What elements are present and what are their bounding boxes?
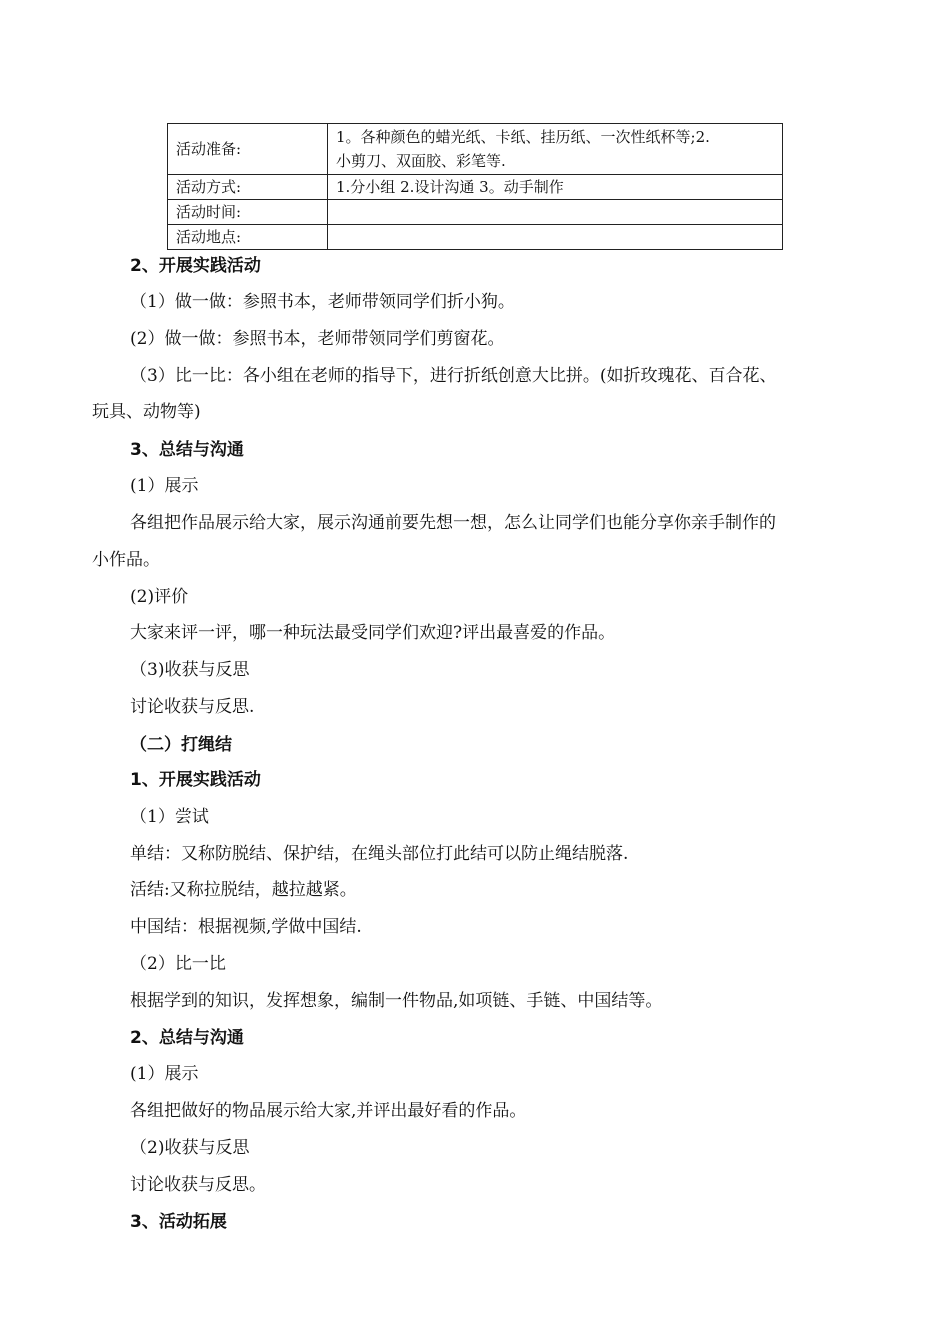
section-heading: 3、总结与沟通 — [130, 440, 244, 460]
paragraph: 活结:又称拉脱结，越拉越紧。 — [130, 880, 357, 900]
paragraph: 根据学到的知识，发挥想象，编制一件物品,如项链、手链、中国结等。 — [130, 991, 663, 1011]
table-row — [168, 200, 783, 225]
section-heading: 3、活动拓展 — [130, 1212, 227, 1232]
paragraph: （2)收获与反思 — [130, 1138, 250, 1158]
table-key-cell: 活动准备: — [168, 124, 328, 175]
section-heading: （二）打绳结 — [130, 735, 232, 755]
table-value-line: 1。各种颜色的蜡光纸、卡纸、挂历纸、一次性纸杯等;2. — [336, 128, 710, 146]
paragraph: (1）展示 — [130, 1064, 199, 1084]
paragraph: 小作品。 — [92, 550, 160, 570]
activity-info-table — [167, 123, 783, 250]
paragraph: （2）比一比 — [130, 954, 226, 974]
section-heading: 2、总结与沟通 — [130, 1028, 244, 1048]
paragraph: 各组把做好的物品展示给大家,并评出最好看的作品。 — [130, 1101, 527, 1121]
section-heading: 2、开展实践活动 — [130, 256, 261, 276]
table-key-cell: 活动地点: — [168, 225, 328, 250]
paragraph: 单结：又称防脱结、保护结，在绳头部位打此结可以防止绳结脱落. — [130, 844, 629, 864]
paragraph: 大家来评一评，哪一种玩法最受同学们欢迎?评出最喜爱的作品。 — [130, 623, 616, 643]
paragraph: (2）做一做：参照书本，老师带领同学们剪窗花。 — [130, 329, 505, 349]
section-heading: 1、开展实践活动 — [130, 770, 261, 790]
paragraph: （3)收获与反思 — [130, 660, 250, 680]
table-value-cell: 1.分小组 2.设计沟通 3。动手制作 — [328, 175, 783, 200]
paragraph: (2)评价 — [130, 587, 189, 607]
table-row — [168, 225, 783, 250]
table-value-cell — [328, 225, 783, 250]
table-key-cell: 活动方式: — [168, 175, 328, 200]
paragraph: (1）展示 — [130, 476, 199, 496]
table-value-cell — [328, 200, 783, 225]
table-key-cell: 活动时间: — [168, 200, 328, 225]
paragraph: 中国结：根据视频,学做中国结. — [130, 917, 362, 937]
paragraph: （3）比一比：各小组在老师的指导下，进行折纸创意大比拼。(如折玫瑰花、百合花、 — [130, 366, 777, 386]
paragraph: 玩具、动物等) — [92, 402, 201, 422]
table-value-line: 小剪刀、双面胶、彩笔等. — [336, 152, 506, 170]
paragraph: 讨论收获与反思。 — [130, 1175, 266, 1195]
table-value-cell — [328, 124, 783, 175]
paragraph: （1）做一做：参照书本，老师带领同学们折小狗。 — [130, 292, 515, 312]
table-row — [168, 124, 783, 175]
paragraph: 讨论收获与反思. — [130, 697, 255, 717]
table-row — [168, 175, 783, 200]
paragraph: （1）尝试 — [130, 807, 209, 827]
paragraph: 各组把作品展示给大家，展示沟通前要先想一想，怎么让同学们也能分享你亲手制作的 — [130, 513, 776, 533]
